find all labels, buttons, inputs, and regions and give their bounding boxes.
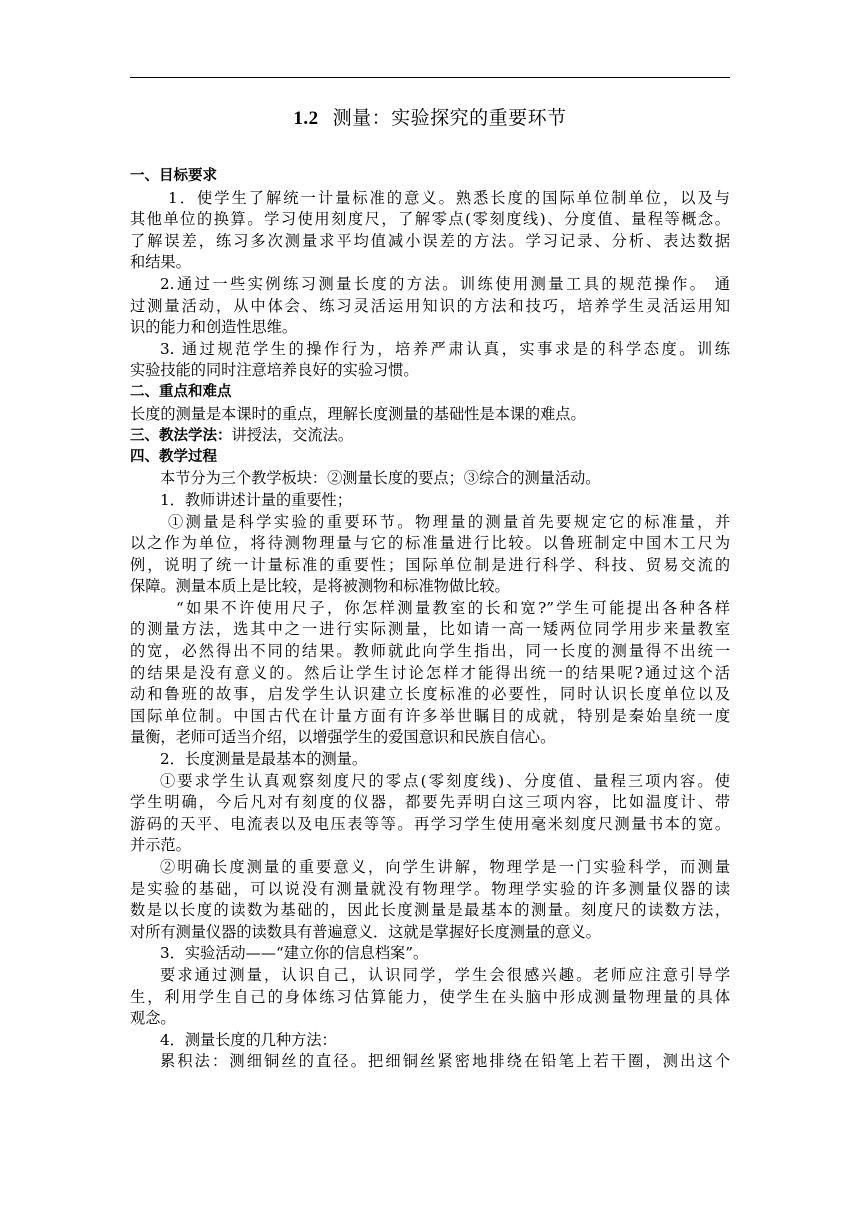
paragraph-line: 国际单位制。中国古代在计量方面有许多举世瞩目的成就，特别是秦始皇统一度 — [130, 706, 730, 725]
paragraph-line: 识的能力和创造性思维。 — [130, 318, 298, 337]
paragraph-line: 要求通过测量，认识自己，认识同学，学生会很感兴趣。老师应注意引导学 — [160, 965, 730, 984]
paragraph-line: 和结果。 — [130, 253, 191, 272]
heading-label: 三、教法学法： — [130, 428, 232, 445]
paragraph-line: 2.通过一些实例练习测量长度的方法。训练使用测量工具的规范操作。 通 — [160, 274, 730, 293]
paragraph-line: 实验技能的同时注意培养良好的实验习惯。 — [130, 361, 419, 380]
paragraph-line: 动和鲁班的故事，启发学生认识建立长度标准的必要性，同时认识长度单位以及 — [130, 685, 730, 704]
heading-value: 讲授法，交流法。 — [231, 426, 353, 445]
paragraph-line: 的结果是没有意义的。然后让学生讨论怎样才能得出统一的结果呢?通过这个活 — [130, 663, 730, 682]
paragraph-line: “如果不许使用尺子，你怎样测量教室的长和宽?”学生可能提出各种各样 — [176, 598, 730, 617]
paragraph-line: 累积法：测细铜丝的直径。把细铜丝紧密地排绕在铅笔上若干圈，测出这个 — [160, 1052, 730, 1071]
header-rule — [130, 77, 730, 78]
paragraph-line: 并示范。 — [130, 836, 191, 855]
paragraph-line: 1．教师讲述计量的重要性； — [160, 490, 352, 509]
section-heading: 一、目标要求 — [130, 168, 217, 184]
paragraph-line: 1．使学生了解统一计量标准的意义。熟悉长度的国际单位制单位，以及与 — [168, 188, 730, 207]
section-heading: 四、教学过程 — [130, 448, 217, 465]
paragraph-line: 的测量方法，选其中之一进行实际测量，比如请一高一矮两位同学用步来量教室 — [130, 620, 730, 639]
paragraph-line: 本节分为三个教学板块：②测量长度的要点；③综合的测量活动。 — [160, 469, 601, 488]
paragraph-line: 学生明确，今后凡对有刻度的仪器，都要先弄明白这三项内容，比如温度计、带 — [130, 793, 730, 812]
paragraph-line: 游码的天平、电流表以及电压表等等。再学习学生使用毫米刻度尺测量书本的宽。 — [130, 814, 730, 833]
paragraph-line: 保障。测量本质上是比较，是将被测物和标准物做比较。 — [130, 577, 510, 596]
paragraph-line: 2．长度测量是最基本的测量。 — [160, 750, 368, 769]
document-title — [130, 103, 730, 130]
paragraph-line: ②明确长度测量的重要意义，向学生讲解，物理学是一门实验科学，而测量 — [160, 858, 730, 876]
paragraph-line: 以之作为单位，将待测物理量与它的标准量进行比较。以鲁班制定中国木工尺为 — [130, 534, 730, 553]
paragraph-line: 对所有测量仪器的读数具有普遍意义．这就是掌握好长度测量的意义。 — [130, 922, 601, 941]
paragraph-line: 例，说明了统一计量标准的重要性；国际单位制是进行科学、科技、贸易交流的 — [130, 555, 730, 574]
paragraph-line: 量衡，老师可适当介绍，以增强学生的爱国意识和民族自信心。 — [130, 728, 556, 747]
paragraph-line: 是实验的基础，可以说没有测量就没有物理学。物理学实验的许多测量仪器的读 — [130, 879, 730, 898]
section-heading: 二、重点和难点 — [130, 383, 232, 400]
paragraph-line: 其他单位的换算。学习使用刻度尺，了解零点(零刻度线)、分度值、量程等概念。 — [130, 210, 730, 229]
section-heading-inline — [130, 425, 730, 447]
paragraph-line: 过测量活动，从中体会、练习灵活运用知识的方法和技巧，培养学生灵活运用知 — [130, 296, 730, 315]
paragraph-line: 数是以长度的读数为基础的，因此长度测量是最基本的测量。刻度尺的读数方法， — [130, 901, 730, 920]
paragraph-line: 4．测量长度的几种方法： — [160, 1030, 337, 1049]
paragraph-line: 长度的测量是本课时的重点，理解长度测量的基础性是本课的难点。 — [130, 404, 586, 423]
paragraph-line: ①测量是科学实验的重要环节。物理量的测量首先要规定它的标准量，并 — [168, 512, 730, 531]
paragraph-line: 观念。 — [130, 1009, 176, 1028]
title-text: 测量：实验探究的重要环节 — [332, 107, 567, 129]
paragraph-line: 生，利用学生自己的身体练习估算能力，使学生在头脑中形成测量物理量的具体 — [130, 987, 730, 1006]
paragraph-line: ①要求学生认真观察刻度尺的零点(零刻度线)、分度值、量程三项内容。使 — [160, 771, 730, 790]
title-number: 1.2 — [293, 108, 319, 129]
document-body — [130, 166, 730, 1073]
paragraph-line: 3．实验活动——“建立你的信息档案”。 — [160, 944, 429, 963]
paragraph-line: 了解误差，练习多次测量求平均值减小误差的方法。学习记录、分析、表达数据 — [130, 231, 730, 250]
paragraph-line: 的宽，必然得出不同的结果。教师就此向学生指出，同一长度的测量得不出统一 — [130, 642, 730, 661]
paragraph-line: 3. 通过规范学生的操作行为，培养严肃认真，实事求是的科学态度。训练 — [160, 339, 730, 358]
